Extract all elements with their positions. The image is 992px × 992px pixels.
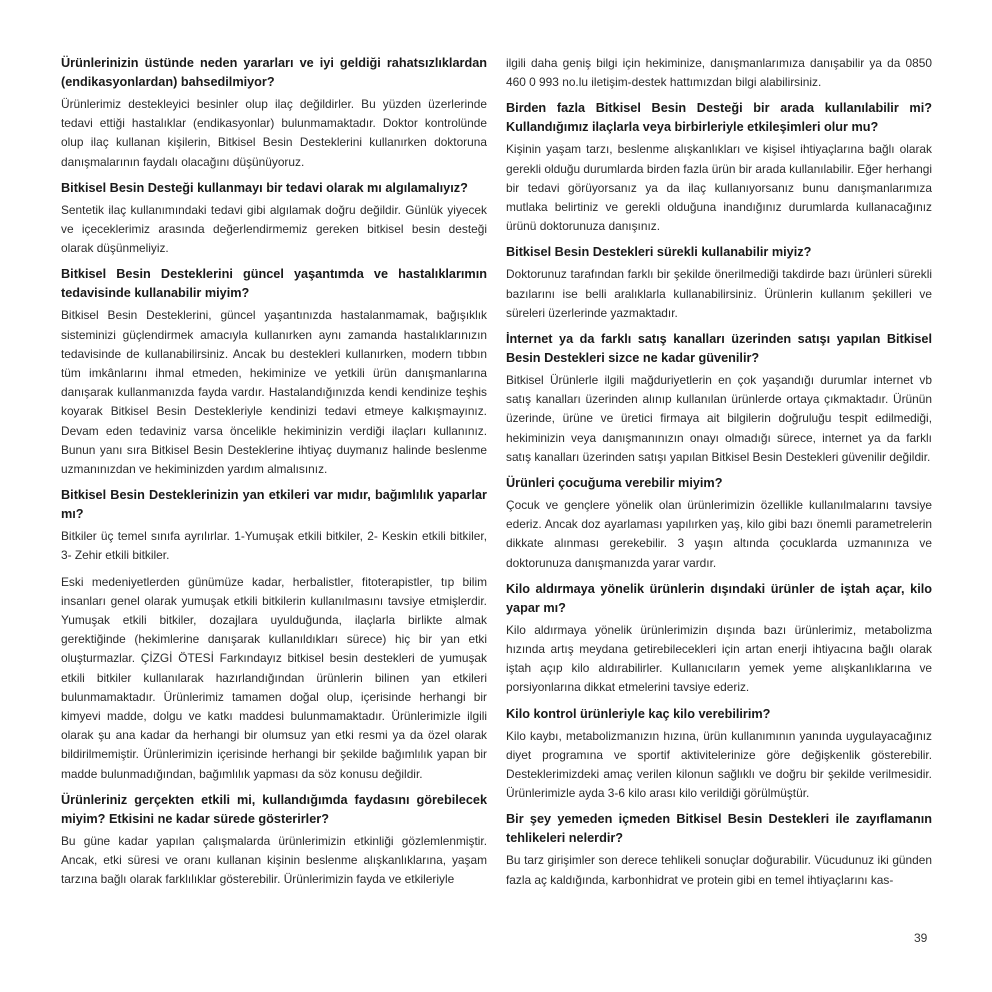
question-heading: Ürünleri çocuğuma verebilir miyim? <box>506 476 723 491</box>
question-heading: Bir şey yemeden içmeden Bitkisel Besin Destekleri ile zayıflamanın tehlikeleri nelerdir? <box>506 812 932 846</box>
question-heading: Bitkisel Besin Desteği kullanmayı bir tedavi olarak mı algılamalıyız? <box>61 180 468 195</box>
question-heading: Bitkisel Besin Destekleri sürekli kullanabilir miyiz? <box>506 245 812 260</box>
question-heading: Kilo kontrol ürünleriyle kaç kilo verebilirim? <box>506 706 771 721</box>
answer-paragraph: Çocuk ve gençlere yönelik olan ürünlerimizin özellikle kullanılmalarını tavsiye ederiz. Ancak doz ayarlaması yapılırken yaş, kilo gibi bazı önemli parametrelerin dikkate alınması gerekebilir. 3 yaşın altında çocuklarda uzmanınıza ve doktorunuza danışmanızda yarar vardır. <box>506 498 932 570</box>
answer-paragraph: Bitkisel Ürünlerle ilgili mağduriyetlerin en çok yaşandığı durumlar internet vb satış kanalları üzerinden alınıp kullanılan ürünlerde ortaya çıkmaktadır. Ürünün üzerinde, ürüne ve üretici firmaya ait bilgilerin doğruluğu tespit edilmediği, hekiminizin veya danışmanınızın onayı olmadığı sürece, internet ya da farklı satış kanalları üzerinden satışı yapılan Bitkisel Besin Destekleri güvenilir değildir. <box>506 373 932 464</box>
answer-paragraph: ilgili daha geniş bilgi için hekiminize, danışmanlarımıza danışabilir ya da 0850 460 0 993 no.lu iletişim-destek hattımızdan bilgi alabilirsiniz. <box>506 56 932 90</box>
question-heading: Bitkisel Besin Desteklerinizin yan etkileri var mıdır, bağımlılık yaparlar mı? <box>61 488 487 522</box>
question-heading: İnternet ya da farklı satış kanalları üzerinden satışı yapılan Bitkisel Besin Destekleri sizce ne kadar güvenilir? <box>506 332 932 366</box>
answer-paragraph: Bu güne kadar yapılan çalışmalarda ürünlerimizin etkinliği gözlemlenmiştir. Ancak, etki süresi ve oranı kullanan kişinin beslenme alışkanlıklarına, yaşam tarzına bağlı olarak farklılıklar gösterebilir. Ürünlerimizin fayda ve etkileriyle <box>61 833 487 887</box>
question-heading: Kilo aldırmaya yönelik ürünlerin dışındaki ürünler de iştah açar, kilo yapar mı? <box>506 581 932 615</box>
answer-paragraph: Sentetik ilaç kullanımındaki tedavi gibi algılamak doğru değildir. Günlük yiyecek ve içeceklerimiz arasında değerlendirmemiz gereken bitkisel besin desteği olarak düşünmeliyiz. <box>61 202 487 256</box>
question-heading: Bitkisel Besin Desteklerini güncel yaşantımda ve hastalıklarımın tedavisinde kullanabilir miyim? <box>61 267 487 301</box>
right-column <box>506 54 932 897</box>
answer-paragraph: Ürünlerimiz destekleyici besinler olup ilaç değildirler. Bu yüzden üzerlerinde tedavi ettiği hastalıklar (endikasyonlar) bulunmamaktadır. Doktor kontrolünde olup ilaç kullanan kişilerin, Bitkisel Besin Desteklerini kullanırken doktoruna danışmalarının faydalı olacağını düşünüyoruz. <box>61 97 487 169</box>
answer-paragraph: Bu tarz girişimler son derece tehlikeli sonuçlar doğurabilir. Vücudunuz iki günden fazla aç kaldığında, karbonhidrat ve protein gibi en temel ihtiyaçlarını kas- <box>506 853 932 887</box>
answer-paragraph: Bitkisel Besin Desteklerini, güncel yaşantınızda hastalanmamak, bağışıklık sisteminizi güçlendirmek amacıyla kullanırken aynı zamanda hastalıklarınızın tedavisinde de kullanabilirsiniz. Ancak bu destekleri kullanırken, modern tıbbın tüm imkânlarını ihmal etmeden, hekiminize ve yetkili ürün danışmanlarına danışarak kullanmanızda fayda vardır. Hastalandığınızda kendi kendinize teşhis koyarak Bitkisel Besin Destekleriyle kendinizi tedavi etmeye kalkışmayınız. Devam eden tedaviniz varsa öncelikle hekiminizin verdiği ilaçları kullanınız. Bunun yanı sıra Bitkisel Besin Desteklerine ihtiyaç duymanız halinde beslenme uzmanınızdan ve hekiminizden yardım almalısınız. <box>61 308 487 477</box>
answer-paragraph: Kişinin yaşam tarzı, beslenme alışkanlıkları ve kişisel ihtiyaçlarına bağlı olarak gerekli olduğu durumlarda birden fazla ürün bir arada kullanılabilir. Eğer herhangi bir tedavi görüyorsanız ya da ilaç kullanıyorsanız bunu danışmanlarımıza mutlaka belirtiniz ve gerekli olduğuna inandığınız durumlarda kullanacağınız ürünü doktorunuza danışınız. <box>506 142 932 234</box>
answer-paragraph: Kilo aldırmaya yönelik ürünlerimizin dışında bazı ürünlerimiz, metabolizma hızında artış meydana getirebilecekleri için artan enerji ihtiyacına bağlı olarak iştah açıp kilo aldırabilirler. Kullanıcıların yemek yeme alışkanlıklarına ve porsiyonlarına dikkat etmelerini tavsiye ederiz. <box>506 622 932 695</box>
answer-paragraph: Doktorunuz tarafından farklı bir şekilde önerilmediği takdirde bazı ürünleri sürekli bazılarını ise belli aralıklarla kullanabilirsiniz. Ürünlerin kullanım şekilleri ve süreleri üzerlerinde yazmaktadır. <box>506 267 932 320</box>
page-number: 39 <box>914 931 928 945</box>
question-heading: Birden fazla Bitkisel Besin Desteği bir arada kullanılabilir mi? Kullandığımız ilaçlarla veya birbirleriyle etkileşimleri olur mu? <box>506 101 932 135</box>
question-heading: Ürünlerinizin üstünde neden yararları ve iyi geldiği rahatsızlıklardan (endikasyonlardan) bahsedilmiyor? <box>61 56 487 89</box>
answer-paragraph: Bitkiler üç temel sınıfa ayrılırlar. 1-Yumuşak etkili bitkiler, 2- Keskin etkili bitkiler, 3- Zehir etkili bitkiler. <box>61 529 487 563</box>
answer-paragraph: Kilo kaybı, metabolizmanızın hızına, ürün kullanımının yanında uygulayacağınız diyet programına ve sportif aktivitelerinize göre değişkenlik gösterebilir. Desteklerimizdeki amaç verilen kilonun sağlıklı ve doğru bir şekilde verilmesidir. Ürünlerimizle ayda 3-6 kilo arası kilo verildiği görülmüştür. <box>506 728 932 801</box>
left-column <box>61 54 487 897</box>
question-heading: Ürünleriniz gerçekten etkili mi, kullandığımda faydasını görebilecek miyim? Etkisini ne kadar sürede gösterirler? <box>61 792 487 826</box>
answer-paragraph: Eski medeniyetlerden günümüze kadar, herbalistler, fitoterapistler, tıp bilim insanları genel olarak yumuşak etkili bitkilerin kullanılmasını tavsiye etmişlerdir. Yumuşak etkili bitkiler, dozajlara uyulduğunda, ilaçlarla birlikte almak gerektiğinde (hekimlerine danışarak kullanıldıkları sürece) hiç bir yan etki oluşturmazlar. ÇİZGİ ÖTESİ Farkındayız bitkisel besin destekleri de yumuşak etkili bitkiler kullanılarak hazırlandığından ürünlerin bilinen yan etkileri bulunmamaktadır. Ürünlerimiz tamamen doğal olup, içerisinde herhangi bir kimyevi madde, dolgu ve katkı maddesi bulunmamaktadır. Ürünlerimizle ilgili olarak şu ana kadar da herhangi bir olumsuz yan etki resmi ya da özel olarak bildirilmemiştir. Ürünlerimizin içerisinde herhangi bir şekilde bağımlılık yapan bir madde bulunmadığından, bağımlılık yapması da söz konusu değildir. <box>61 574 487 781</box>
